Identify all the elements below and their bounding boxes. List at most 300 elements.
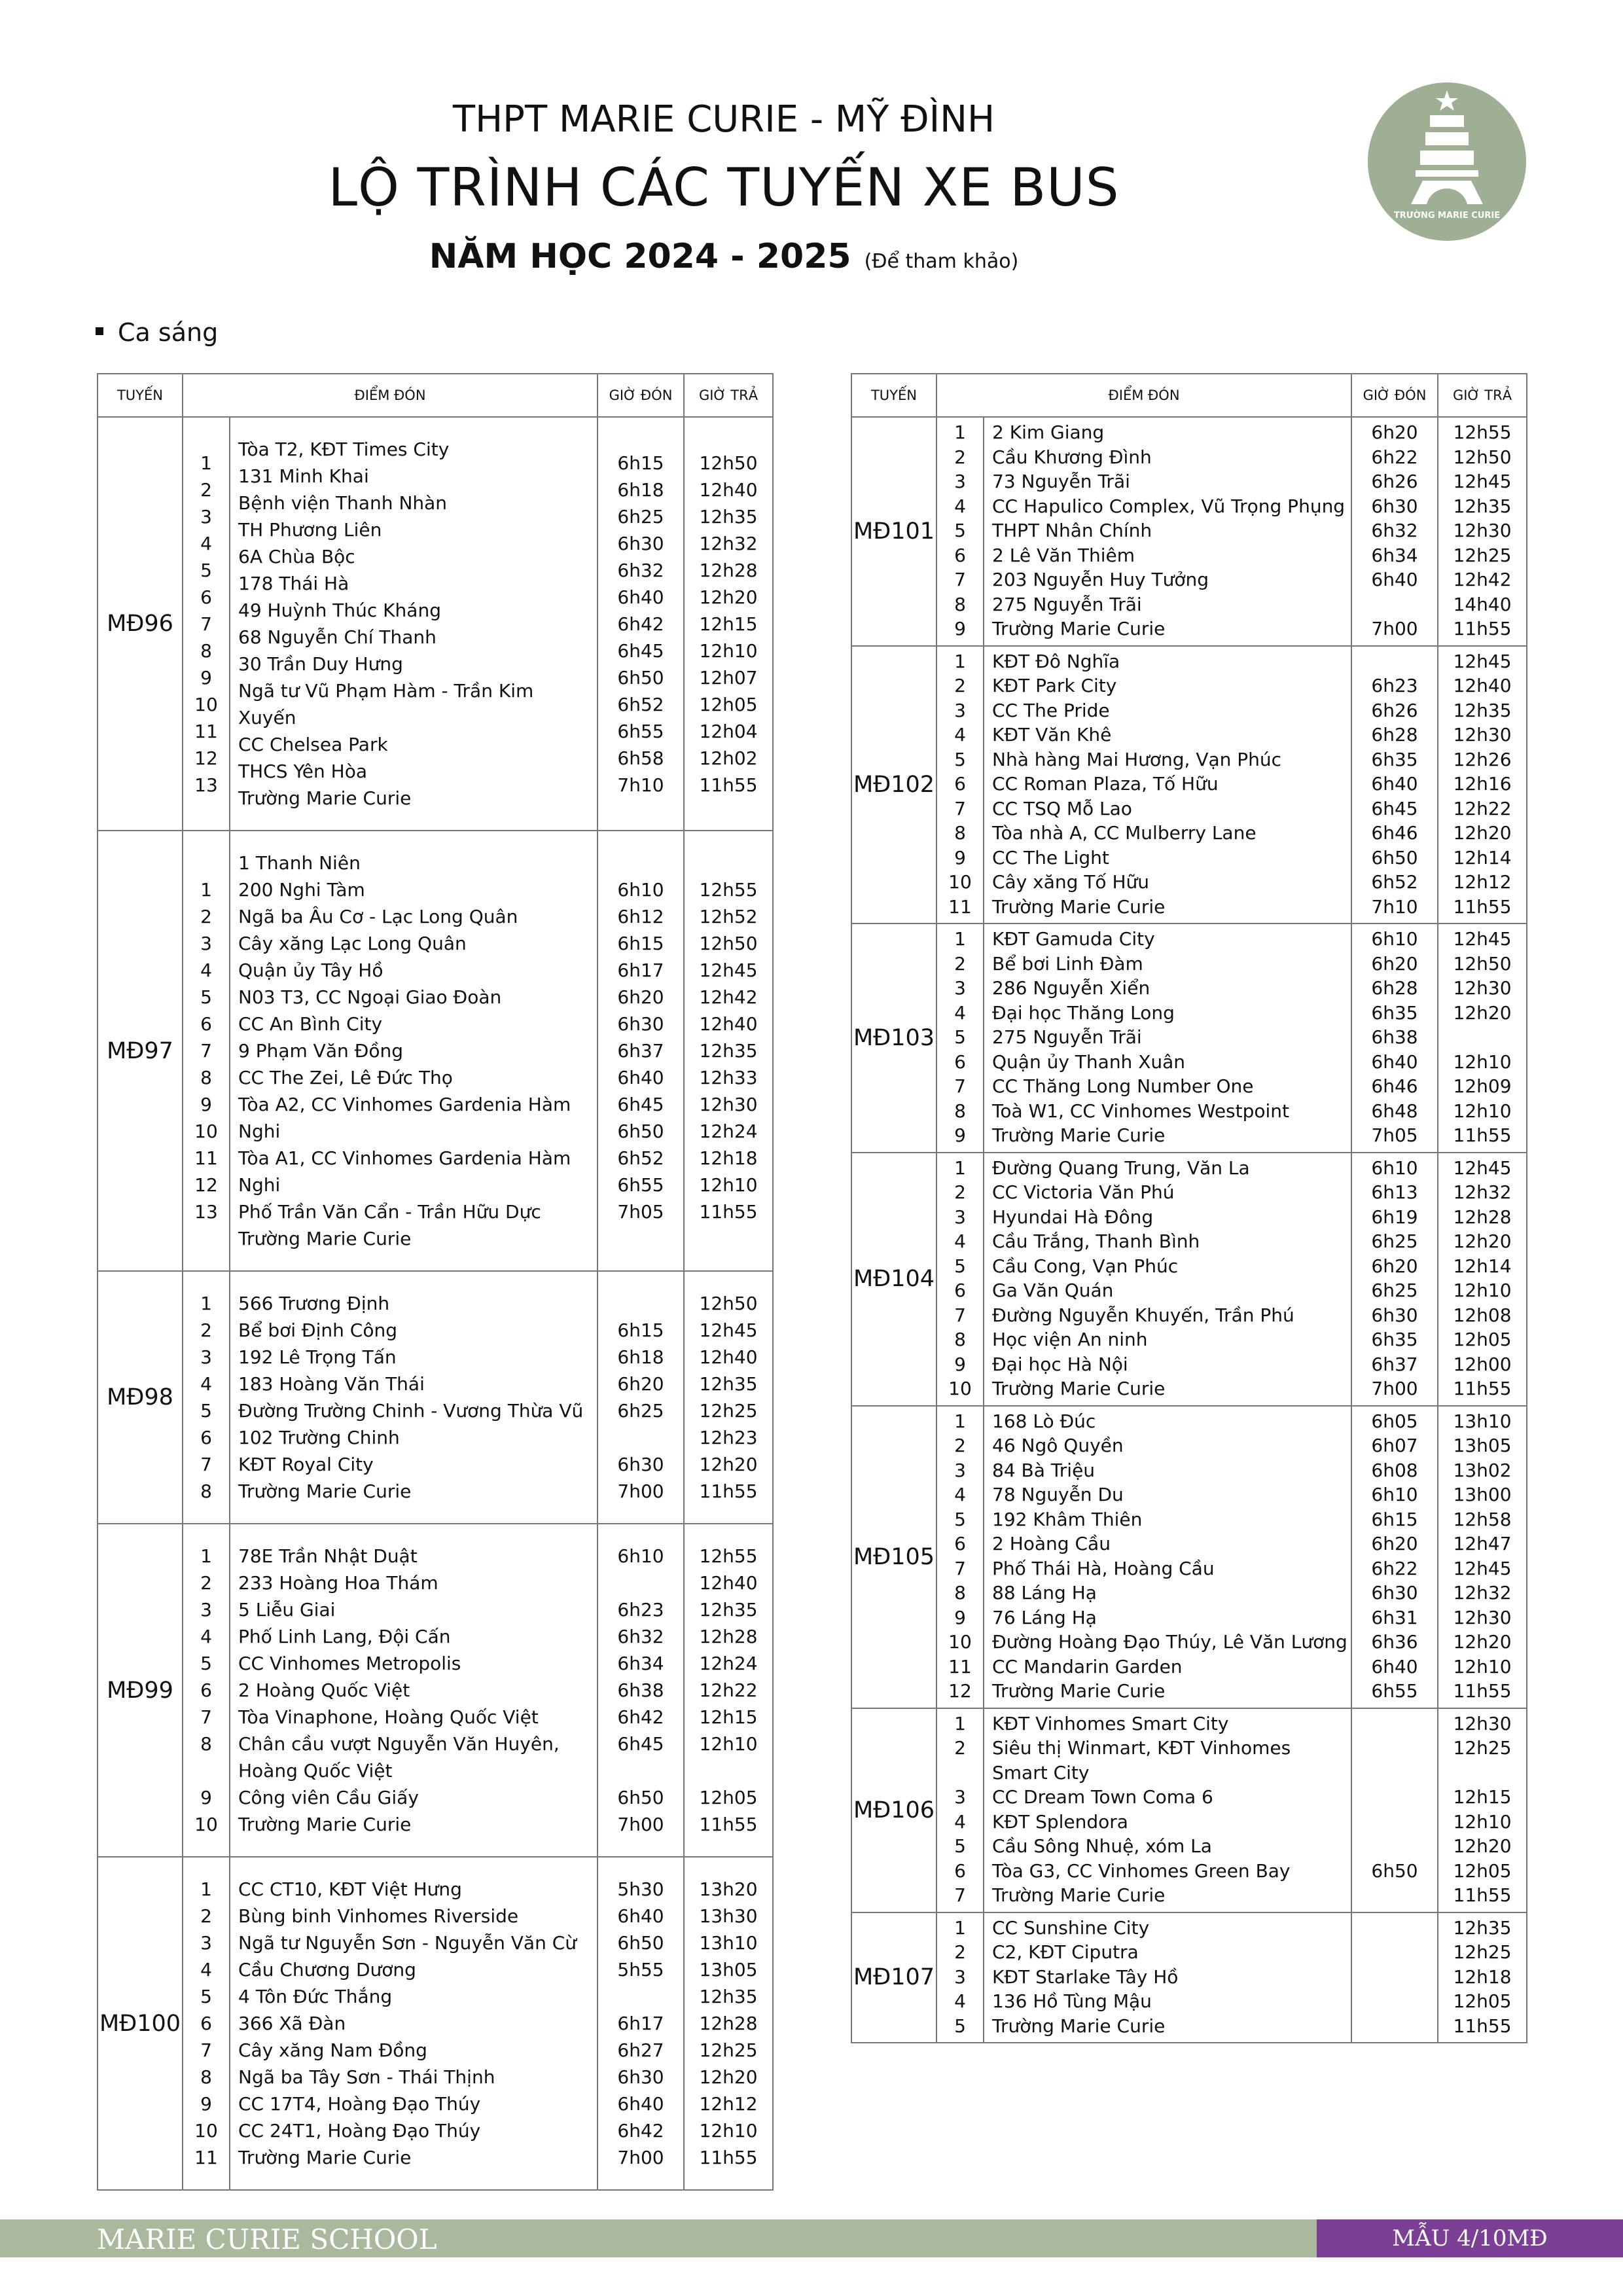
stop-number: 5 xyxy=(954,1026,966,1048)
pickup-time: 6h22 xyxy=(1371,1557,1418,1579)
return-time: 12h30 xyxy=(1453,1712,1512,1734)
stop-name: KĐT Vinhomes Smart City xyxy=(992,1712,1229,1734)
pickup-time: 6h38 xyxy=(1371,1026,1418,1048)
return-time: 12h55 xyxy=(1453,422,1512,443)
return-time: 12h12 xyxy=(699,2093,758,2115)
return-time: 12h30 xyxy=(1453,724,1512,745)
pickup-time xyxy=(1352,1940,1437,1965)
stop-number: 1 xyxy=(954,1157,966,1179)
route-row xyxy=(98,1857,773,2190)
return-time: 12h30 xyxy=(699,1094,758,1115)
stop-number: 5 xyxy=(200,559,212,581)
return-time: 12h18 xyxy=(1453,1965,1512,1988)
stop-number: 8 xyxy=(954,1582,966,1604)
stop-number: 8 xyxy=(954,1329,966,1350)
bus-table-left xyxy=(97,373,774,2191)
return-time: 12h25 xyxy=(1453,1941,1512,1963)
school-name: THPT MARIE CURIE - MỸ ĐÌNH xyxy=(452,98,995,141)
return-times xyxy=(1438,646,1527,924)
stop-number: 8 xyxy=(200,1480,212,1502)
route-row xyxy=(98,831,773,1271)
pickup-time: 6h50 xyxy=(1371,1859,1418,1882)
stop-name: Siêu thị Winmart, KĐT Vinhomes Smart City xyxy=(992,1737,1291,1784)
stop-name: CC Hapulico Complex, Vũ Trọng Phụng xyxy=(992,495,1346,517)
stop-name: KĐT Gamuda City xyxy=(992,928,1155,950)
stop-name: TH Phương Liên xyxy=(238,519,382,541)
stop-number: 1 xyxy=(954,1712,966,1734)
pickup-time xyxy=(598,1424,683,1451)
pickup-time: 7h00 xyxy=(617,1814,664,1835)
pickup-time: 6h19 xyxy=(1371,1206,1418,1228)
stop-number: 6 xyxy=(200,586,212,608)
pickup-time: 6h20 xyxy=(1371,952,1418,975)
stop-name: 192 Khâm Thiên xyxy=(992,1508,1143,1530)
stop-name: 6A Chùa Bộc xyxy=(238,546,355,567)
return-time: 12h12 xyxy=(1453,871,1512,893)
stop-number: 6 xyxy=(954,1280,966,1301)
stop-name: Đường Trường Chinh - Vương Thừa Vũ xyxy=(238,1400,584,1422)
stop-name: 275 Nguyễn Trãi xyxy=(992,1026,1142,1048)
stop-number: 6 xyxy=(954,544,966,566)
pickup-time: 6h34 xyxy=(1371,544,1418,566)
pickup-time: 6h26 xyxy=(1371,471,1418,492)
route-name: MĐ106 xyxy=(851,1708,936,1912)
stop-number: 2 xyxy=(954,952,966,975)
stop-name: CC CT10, KĐT Việt Hưng xyxy=(238,1878,462,1900)
pickup-time: 5h30 xyxy=(617,1878,664,1900)
return-times xyxy=(684,831,773,1271)
pickup-column-header: GIỜ ĐÓN xyxy=(597,374,684,417)
pickup-time: 6h40 xyxy=(1371,773,1418,795)
stop-name: 73 Nguyễn Trãi xyxy=(992,471,1130,492)
stop-name: Cầu Khương Đình xyxy=(992,446,1152,468)
stop-name: Phố Trần Văn Cẩn - Trần Hữu Dực xyxy=(238,1201,541,1223)
stop-name: 2 Hoàng Cầu xyxy=(992,1533,1111,1554)
return-time: 13h00 xyxy=(1453,1484,1512,1505)
pickup-time: 6h28 xyxy=(1371,724,1418,745)
return-time: 12h15 xyxy=(1453,1786,1512,1808)
stop-name: Cây xăng Nam Đồng xyxy=(238,2039,427,2061)
stop-number: 9 xyxy=(200,1787,212,1808)
return-time: 12h10 xyxy=(1453,1810,1512,1833)
return-time: 12h10 xyxy=(699,1733,758,1755)
route-row xyxy=(851,417,1527,646)
return-times xyxy=(684,1271,773,1524)
stop-name: Tòa nhà A, CC Mulberry Lane xyxy=(992,822,1257,844)
pickup-times xyxy=(1351,1406,1438,1708)
stop-name: KĐT Royal City xyxy=(238,1454,374,1475)
pickup-time: 6h52 xyxy=(1371,871,1418,893)
stop-name: CC Roman Plaza, Tố Hữu xyxy=(992,773,1219,795)
return-column-header: GIỜ TRẢ xyxy=(684,374,773,417)
stop-name: Ngã ba Tây Sơn - Thái Thịnh xyxy=(238,2066,495,2088)
spacer xyxy=(598,1757,683,1784)
stop-number: 11 xyxy=(194,1147,218,1169)
return-time: 12h55 xyxy=(699,1545,758,1567)
stop-number: 4 xyxy=(200,960,212,981)
pickup-time xyxy=(1352,2014,1437,2039)
stop-number: 9 xyxy=(954,1606,966,1628)
stop-number: 5 xyxy=(200,1400,212,1422)
pickup-times xyxy=(1351,924,1438,1153)
stop-name: 136 Hồ Tùng Mậu xyxy=(992,1990,1152,2012)
stop-name: Tòa G3, CC Vinhomes Green Bay xyxy=(992,1859,1291,1882)
stop-name: Ngã tư Vũ Phạm Hàm - Trần Kim Xuyến xyxy=(238,680,534,728)
pickup-time: 6h08 xyxy=(1371,1459,1418,1481)
return-time: 12h50 xyxy=(699,1293,758,1314)
pickup-time: 6h30 xyxy=(617,2066,664,2088)
shift-heading xyxy=(96,318,218,347)
pickup-time: 7h00 xyxy=(617,1480,664,1502)
return-time: 12h25 xyxy=(699,2039,758,2061)
stop-name: 76 Láng Hạ xyxy=(992,1606,1097,1628)
return-time: 12h05 xyxy=(1453,1990,1512,2012)
return-time: 12h35 xyxy=(1453,1916,1512,1939)
stop-number: 2 xyxy=(954,1941,966,1963)
stop-number: 7 xyxy=(954,1557,966,1579)
stop-number: 6 xyxy=(200,1013,212,1035)
pickup-time: 6h52 xyxy=(617,1147,664,1169)
stop-number: 2 xyxy=(200,906,212,927)
return-time: 12h40 xyxy=(699,1013,758,1035)
return-time: 12h20 xyxy=(1453,1230,1512,1252)
pickup-time: 6h35 xyxy=(1371,1329,1418,1350)
spacer xyxy=(1352,1761,1437,1785)
route-name: MĐ99 xyxy=(98,1524,183,1857)
pickup-time: 6h55 xyxy=(617,720,664,742)
return-time: 12h14 xyxy=(1453,1255,1512,1277)
return-time: 12h40 xyxy=(1453,675,1512,696)
stop-name: Trường Marie Curie xyxy=(238,1814,412,1835)
pickup-time: 6h15 xyxy=(617,452,664,474)
pickup-time xyxy=(1352,1712,1437,1736)
stop-name: 68 Nguyễn Chí Thanh xyxy=(238,626,437,648)
route-name: MĐ104 xyxy=(851,1153,936,1406)
stop-name: Cầu Chương Dương xyxy=(238,1959,416,1981)
stop-number: 11 xyxy=(194,2147,218,2168)
stop-number: 3 xyxy=(954,977,966,999)
stop-name: 566 Trương Định xyxy=(238,1293,390,1314)
return-time: 12h20 xyxy=(699,586,758,608)
stop-numbers xyxy=(183,417,230,831)
stop-number: 3 xyxy=(954,1459,966,1481)
return-times xyxy=(684,1857,773,2190)
return-time: 12h24 xyxy=(699,1121,758,1142)
pickup-times xyxy=(1351,646,1438,924)
stop-name: Trường Marie Curie xyxy=(238,1228,412,1249)
pickup-time: 6h30 xyxy=(1371,1304,1418,1326)
return-time: 12h45 xyxy=(699,960,758,981)
stop-name: KĐT Đô Nghĩa xyxy=(992,650,1120,672)
stop-number: 4 xyxy=(954,724,966,745)
stop-name: Nhà hàng Mai Hương, Vạn Phúc xyxy=(992,748,1282,770)
stop-number: 12 xyxy=(194,747,218,769)
stop-name: 2 Lê Văn Thiêm xyxy=(992,544,1135,566)
stop-name: Trường Marie Curie xyxy=(238,787,412,809)
pickup-time: 6h17 xyxy=(617,2013,664,2034)
pickup-time: 6h15 xyxy=(617,933,664,954)
stop-number: 3 xyxy=(954,471,966,492)
return-time: 12h20 xyxy=(1453,1631,1512,1653)
stop-number: 4 xyxy=(954,1230,966,1252)
stop-number: 10 xyxy=(948,1378,972,1399)
spacer xyxy=(183,1757,229,1784)
route-name: MĐ96 xyxy=(98,417,183,831)
pickup-time: 6h30 xyxy=(617,1013,664,1035)
stop-name: Trường Marie Curie xyxy=(238,1480,412,1502)
return-time: 11h55 xyxy=(699,2147,758,2168)
pickup-time: 6h58 xyxy=(617,747,664,769)
return-time: 12h42 xyxy=(1453,569,1512,590)
stop-number: 5 xyxy=(954,1835,966,1857)
return-times xyxy=(684,417,773,831)
return-time: 12h35 xyxy=(699,1986,758,2007)
pickup-times xyxy=(1351,1153,1438,1406)
stop-number: 5 xyxy=(954,2015,966,2037)
bus-table-right xyxy=(851,373,1527,2043)
stop-number: 2 xyxy=(954,1181,966,1203)
pickup-time: 6h45 xyxy=(617,1733,664,1755)
stop-name: CC An Bình City xyxy=(238,1013,383,1035)
pickup-time xyxy=(598,1570,683,1596)
spacer xyxy=(1438,1761,1526,1785)
stop-name: 9 Phạm Văn Đồng xyxy=(238,1040,403,1062)
return-time: 12h10 xyxy=(1453,1280,1512,1301)
return-time: 12h50 xyxy=(699,933,758,954)
pickup-time: 7h00 xyxy=(617,2147,664,2168)
pickup-time: 7h00 xyxy=(1371,618,1418,639)
stop-numbers xyxy=(936,1708,984,1912)
pickup-time: 6h55 xyxy=(1371,1680,1418,1702)
stop-number: 8 xyxy=(200,2066,212,2088)
stop-number: 7 xyxy=(200,613,212,635)
stop-number: 8 xyxy=(954,1100,966,1122)
return-times xyxy=(1438,1708,1527,1912)
return-time: 12h55 xyxy=(699,879,758,901)
stop-name: Trường Marie Curie xyxy=(992,1680,1166,1702)
route-name: MĐ98 xyxy=(98,1271,183,1524)
return-time: 12h09 xyxy=(1453,1075,1512,1097)
return-times xyxy=(1438,1912,1527,2043)
return-time: 12h50 xyxy=(1453,446,1512,468)
route-name: MĐ105 xyxy=(851,1406,936,1708)
stop-name: CC TSQ Mỗ Lao xyxy=(992,797,1132,819)
pickup-time: 6h40 xyxy=(1371,1655,1418,1677)
stop-name: Bệnh viện Thanh Nhàn xyxy=(238,492,448,514)
pickup-time: 7h05 xyxy=(617,1201,664,1223)
return-time: 12h28 xyxy=(1453,1206,1512,1228)
route-row xyxy=(851,1912,1527,2043)
return-time: 13h02 xyxy=(1453,1459,1512,1481)
stop-name: THPT Nhân Chính xyxy=(992,520,1152,541)
return-time: 12h24 xyxy=(699,1653,758,1674)
return-time: 12h22 xyxy=(699,1679,758,1701)
pickup-time: 6h20 xyxy=(617,1373,664,1395)
stop-name: KĐT Starlake Tây Hồ xyxy=(992,1965,1179,1988)
route-row xyxy=(98,1524,773,1857)
stop-number: 8 xyxy=(200,639,212,662)
return-time: 12h10 xyxy=(699,2120,758,2142)
stops-column-header: ĐIỂM ĐÓN xyxy=(936,374,1351,417)
return-times xyxy=(1438,924,1527,1153)
stop-name: 286 Nguyễn Xiển xyxy=(992,977,1150,999)
stop-list xyxy=(230,417,597,831)
pickup-times xyxy=(597,417,684,831)
return-time: 12h40 xyxy=(699,1346,758,1368)
pickup-time xyxy=(1352,1989,1437,2014)
stop-numbers xyxy=(183,1857,230,2190)
pickup-time: 6h10 xyxy=(1371,928,1418,950)
stop-number: 9 xyxy=(954,618,966,639)
return-time: 12h58 xyxy=(1453,1508,1512,1530)
stop-name: 178 Thái Hà xyxy=(238,573,349,594)
pickup-time xyxy=(1352,592,1437,617)
pickup-time: 6h23 xyxy=(617,1599,664,1621)
pickup-time: 6h50 xyxy=(617,1932,664,1954)
pickup-time xyxy=(1352,1810,1437,1835)
stop-name: Ngã tư Nguyễn Sơn - Nguyễn Văn Cừ xyxy=(238,1932,577,1954)
return-time: 12h20 xyxy=(1453,1835,1512,1857)
stop-number: 9 xyxy=(954,1124,966,1146)
pickup-times xyxy=(1351,417,1438,646)
stop-number: 13 xyxy=(194,1201,218,1223)
return-time: 11h55 xyxy=(1453,2015,1512,2037)
pickup-time: 6h25 xyxy=(617,505,664,528)
stop-name: CC The Light xyxy=(992,846,1109,869)
stop-name: Bể bơi Linh Đàm xyxy=(992,952,1143,975)
stop-name: Trường Marie Curie xyxy=(992,1378,1166,1399)
stop-list xyxy=(984,1708,1351,1912)
pickup-time: 6h22 xyxy=(1371,446,1418,468)
route-row xyxy=(98,1271,773,1524)
stop-number: 5 xyxy=(200,1653,212,1674)
stop-number: 4 xyxy=(954,495,966,517)
pickup-times xyxy=(597,831,684,1271)
stop-number: 3 xyxy=(200,505,212,528)
stop-name: 275 Nguyễn Trãi xyxy=(992,593,1142,615)
stop-number: 12 xyxy=(948,1680,972,1702)
stop-number: 11 xyxy=(948,895,972,918)
pickup-time xyxy=(1352,1965,1437,1990)
stop-numbers xyxy=(936,1912,984,2043)
return-times xyxy=(1438,1406,1527,1708)
return-time: 11h55 xyxy=(1453,618,1512,639)
return-time: 12h28 xyxy=(699,2013,758,2034)
stop-number: 4 xyxy=(200,1626,212,1647)
stop-name: Cầu Trắng, Thanh Bình xyxy=(992,1230,1200,1252)
stop-number: 2 xyxy=(200,1572,212,1594)
pickup-time: 6h37 xyxy=(617,1040,664,1062)
stop-number: 5 xyxy=(200,1986,212,2007)
return-time: 12h30 xyxy=(1453,977,1512,999)
stop-name: Quận ủy Thanh Xuân xyxy=(992,1050,1186,1073)
return-time: 12h26 xyxy=(1453,748,1512,770)
pickup-times xyxy=(597,1524,684,1857)
pickup-time: 6h55 xyxy=(617,1174,664,1196)
stop-name: 78E Trần Nhật Duật xyxy=(238,1545,418,1567)
stop-name: 192 Lê Trọng Tấn xyxy=(238,1346,397,1368)
pickup-time: 6h36 xyxy=(1371,1631,1418,1653)
stop-number: 2 xyxy=(200,1319,212,1341)
pickup-time xyxy=(1352,1736,1437,1761)
pickup-time: 6h13 xyxy=(1371,1181,1418,1203)
stop-number: 8 xyxy=(200,1733,212,1755)
return-time: 12h45 xyxy=(1453,928,1512,950)
stop-number: 8 xyxy=(954,593,966,615)
pickup-times xyxy=(597,1271,684,1524)
stop-list xyxy=(230,1524,597,1857)
stop-name: Trường Marie Curie xyxy=(992,618,1166,639)
stop-number: 1 xyxy=(954,650,966,672)
stop-number: 4 xyxy=(954,1990,966,2012)
return-time: 12h35 xyxy=(1453,495,1512,517)
stop-name: Cây xăng Lạc Long Quân xyxy=(238,933,467,954)
stop-name: Cầu Cong, Vạn Phúc xyxy=(992,1255,1179,1277)
stop-name: Quận ủy Tây Hồ xyxy=(238,960,383,981)
stop-name: Bùng binh Vinhomes Riverside xyxy=(238,1905,519,1927)
pickup-column-header: GIỜ ĐÓN xyxy=(1351,374,1438,417)
pickup-time: 6h50 xyxy=(1371,846,1418,869)
return-time: 13h20 xyxy=(699,1878,758,1900)
return-time: 13h30 xyxy=(699,1905,758,1927)
return-time: 11h55 xyxy=(699,1814,758,1835)
stop-name: KĐT Văn Khê xyxy=(992,724,1112,745)
return-time: 12h20 xyxy=(1453,822,1512,844)
route-row xyxy=(98,417,773,831)
return-time: 12h45 xyxy=(1453,1157,1512,1179)
stop-name: 1 Thanh Niên xyxy=(238,852,361,874)
pickup-time: 6h20 xyxy=(1371,1255,1418,1277)
pickup-time: 6h42 xyxy=(617,1706,664,1728)
stop-number: 13 xyxy=(194,774,218,796)
stop-number: 5 xyxy=(954,1508,966,1530)
stop-number: 5 xyxy=(954,520,966,541)
return-time: 12h42 xyxy=(699,986,758,1008)
pickup-time: 6h15 xyxy=(617,1319,664,1341)
return-time: 12h10 xyxy=(699,639,758,662)
route-row xyxy=(851,1406,1527,1708)
stop-name: Đường Quang Trung, Văn La xyxy=(992,1157,1250,1179)
pickup-time xyxy=(1352,649,1437,674)
return-time: 12h18 xyxy=(699,1147,758,1169)
return-times xyxy=(1438,417,1527,646)
return-time: 12h40 xyxy=(699,478,758,501)
stop-list xyxy=(984,1406,1351,1708)
stop-number: 7 xyxy=(200,1454,212,1475)
stop-numbers xyxy=(936,1406,984,1708)
return-time: 12h45 xyxy=(1453,650,1512,672)
pickup-time: 6h38 xyxy=(617,1679,664,1701)
stop-name: Trường Marie Curie xyxy=(238,2147,412,2168)
pickup-time: 6h50 xyxy=(617,1787,664,1808)
return-time: 12h22 xyxy=(1453,797,1512,819)
stop-number: 7 xyxy=(954,797,966,819)
pickup-time: 6h50 xyxy=(617,1121,664,1142)
pickup-times xyxy=(1351,1708,1438,1912)
stop-name: Phố Thái Hà, Hoàng Cầu xyxy=(992,1557,1215,1579)
stop-name: CC Vinhomes Metropolis xyxy=(238,1653,461,1674)
route-row xyxy=(851,1708,1527,1912)
return-time: 12h45 xyxy=(1453,471,1512,492)
stop-name: 4 Tôn Đức Thắng xyxy=(238,1986,393,2007)
stop-number: 6 xyxy=(200,1427,212,1448)
stop-number: 10 xyxy=(194,693,218,715)
pickup-times xyxy=(597,1857,684,2190)
pickup-time: 6h23 xyxy=(1371,675,1418,696)
return-time: 12h08 xyxy=(1453,1304,1512,1326)
stop-numbers xyxy=(936,417,984,646)
stop-number: 3 xyxy=(954,1206,966,1228)
